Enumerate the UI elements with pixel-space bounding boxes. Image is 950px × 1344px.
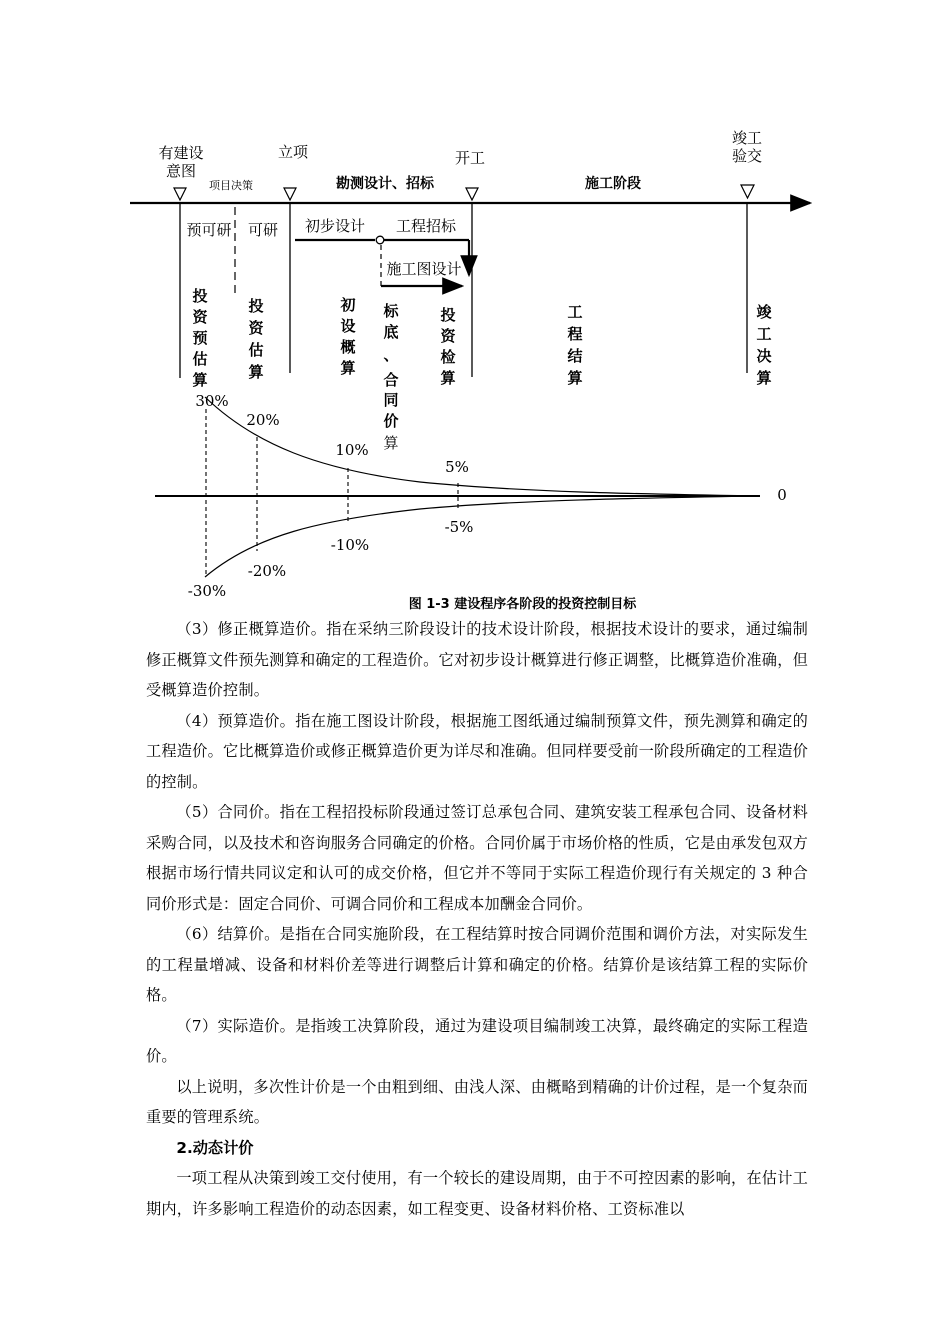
cost-char: 算 (440, 369, 456, 387)
cost-char-light: 算 (383, 434, 399, 452)
label-start: 开工 (454, 149, 486, 167)
label-survey-design: 勘测设计、招标 (336, 176, 434, 192)
cost-char: 投 (248, 297, 264, 315)
label-decision: 项目决策 (209, 179, 253, 192)
pct-20: 20% (246, 411, 280, 429)
triangle-marker (284, 188, 296, 200)
pct-neg30: -30% (187, 582, 227, 600)
paragraph: （4）预算造价。指在施工图设计阶段，根据施工图纸通过编制预算文件，预先测算和确定的工程造价。它比概算造价或修正概算造价更为详尽和准确。但同样要受前一阶段所确定的工程造价的控制。 (146, 711, 808, 791)
paragraph: 一项工程从决策到竣工交付使用，有一个较长的建设周期，由于不可控因素的影响，在估计工期内，许多影响工程造价的动态因素，如工程变更、设备材料价格、工资标准以 (146, 1169, 808, 1218)
section-heading: 2.动态计价 (176, 1138, 254, 1157)
cost-char: 投 (440, 306, 456, 324)
triangle-marker (741, 185, 754, 198)
cost-char: 检 (440, 348, 456, 366)
cost-char: 决 (756, 347, 772, 365)
paragraph: （3）修正概算造价。指在采纳三阶段设计的技术设计阶段，根据技术设计的要求，通过编制修正概算文件预先测算和确定的工程造价。它对初步设计概算进行修正调整，比概算造价准确，但受概算造价控制。 (146, 620, 808, 699)
body-text (146, 614, 808, 1224)
cost-label-final (756, 303, 772, 387)
pct-neg5: -5% (444, 518, 474, 536)
cost-char: 估 (248, 341, 264, 359)
cost-label-bid-contract (382, 302, 399, 452)
label-idea-1: 有建设 (158, 144, 204, 162)
cost-char: 初 (340, 296, 356, 314)
cost-char: 价 (383, 412, 399, 430)
stage-preliminary-design: 初步设计 (304, 217, 366, 235)
label-completion-1: 竣工 (731, 129, 763, 147)
figure-caption: 图 1-3 建设程序各阶段的投资控制目标 (408, 597, 637, 612)
label-construction-stage: 施工阶段 (585, 176, 641, 192)
cost-label-settlement (567, 303, 582, 387)
pct-neg10: -10% (330, 536, 370, 554)
cost-char: 投 (192, 287, 208, 305)
pct-30: 30% (195, 392, 229, 410)
triangle-marker (466, 188, 478, 200)
cost-char: 资 (440, 327, 456, 345)
cost-char: 算 (248, 363, 264, 381)
paragraph: （7）实际造价。是指竣工决算阶段，通过为建设项目编制竣工决算，最终确定的实际工程造价。 (146, 1016, 808, 1065)
stage-pre-feasibility: 预可研 (186, 221, 232, 239)
cost-char: 算 (756, 369, 772, 387)
cost-char: 、 (383, 346, 399, 364)
pct-5: 5% (445, 458, 469, 476)
lower-curve (205, 496, 757, 577)
triangle-marker (174, 188, 186, 200)
paragraph: （6）结算价。是指在合同实施阶段，在工程结算时按合同调价范围和调价方法，对实际发生的工程量增减、设备和材料价差等进行调整后计算和确定的价格。结算价是该结算工程的实际价格。 (146, 925, 808, 1004)
cost-char: 算 (192, 371, 208, 389)
pct-zero: 0 (777, 486, 787, 504)
paragraph: 以上说明，多次性计价是一个由粗到细、由浅人深、由概略到精确的计价过程，是一个复杂而重要的管理系统。 (146, 1077, 808, 1126)
cost-char: 资 (192, 308, 208, 326)
label-idea-2: 意图 (165, 162, 197, 180)
cost-char: 结 (567, 347, 583, 365)
pct-10: 10% (335, 441, 369, 459)
cost-char: 概 (340, 338, 356, 356)
upper-curve (205, 397, 757, 496)
cost-char: 设 (340, 317, 356, 335)
flow-node (376, 236, 384, 244)
pct-neg20: -20% (247, 562, 287, 580)
cost-char: 工 (756, 325, 772, 343)
cost-char: 算 (340, 359, 356, 377)
investment-control-figure (0, 0, 950, 620)
cost-char: 程 (567, 325, 583, 343)
label-completion-2: 验交 (731, 147, 763, 165)
label-approval: 立项 (277, 143, 309, 161)
cost-char: 竣 (756, 303, 772, 321)
cost-char: 算 (567, 369, 583, 387)
cost-label-pre-estimate (192, 287, 208, 389)
cost-char: 资 (248, 319, 264, 337)
stage-construction-drawing: 施工图设计 (386, 260, 462, 278)
cost-char: 合 (383, 371, 399, 389)
cost-char: 底 (383, 323, 399, 341)
cost-char: 估 (192, 350, 208, 368)
cost-char: 标 (383, 302, 399, 320)
stage-feasibility: 可研 (247, 221, 279, 239)
cost-char: 工 (567, 303, 583, 321)
paragraph: （5）合同价。指在工程招投标阶段通过签订总承包合同、建筑安装工程承包合同、设备材料采购合同，以及技术和咨询服务合同确定的价格。合同价属于市场价格的性质，它是由承发包双方根据市场行情共同议定和认可的成交价格，但它并不等同于实际工程造价现行有关规定的 3 种合同价形式是：固定合同价、可调合同价和工程成本加酬金合同价。 (146, 803, 808, 913)
cost-char: 同 (383, 391, 399, 409)
milestone-triangles (174, 185, 754, 200)
cost-label-estimate (248, 297, 264, 381)
cost-label-check (440, 306, 456, 387)
stage-bidding: 工程招标 (395, 217, 457, 235)
cost-label-preliminary (339, 296, 355, 377)
cost-char: 预 (192, 329, 208, 347)
